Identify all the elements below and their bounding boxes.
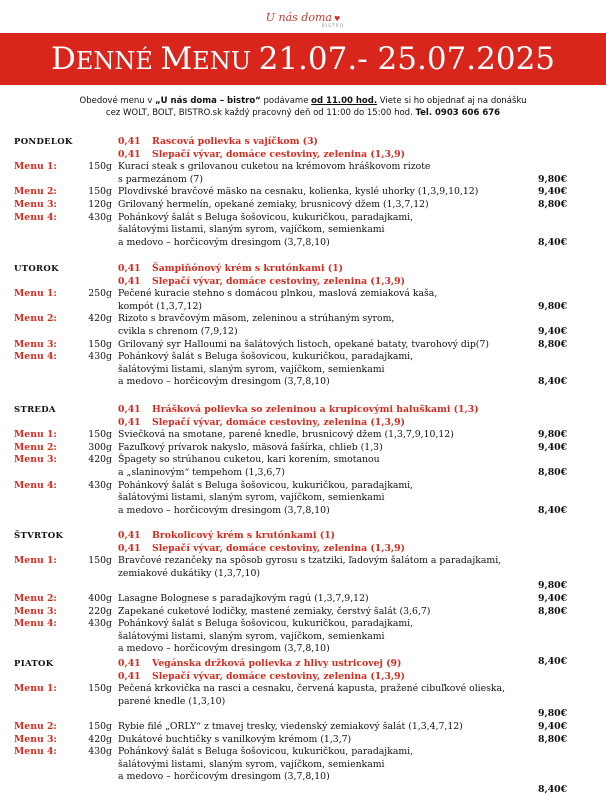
soup-item xyxy=(118,276,405,288)
menu-dates: 21.07.- 25.07.2025 xyxy=(258,41,556,77)
menu-weight: 150g xyxy=(88,721,112,732)
day-name: PIATOK xyxy=(14,659,54,669)
soup-name: Rascová polievka s vajíčkom (3) xyxy=(152,136,318,147)
soup-item xyxy=(118,671,405,683)
menu-label: Menu 1: xyxy=(14,555,57,567)
menu-weight: 300g xyxy=(88,441,112,453)
menu-description: Rybie filé „ORLY“ z tmavej tresky, viedenský zemiakový šalát (1,3,4,7,12) xyxy=(118,721,463,732)
soup-item xyxy=(118,263,343,275)
day-name: UTOROK xyxy=(14,264,59,274)
soup-volume: 0,41 xyxy=(118,275,141,287)
menu-weight: 150g xyxy=(88,161,112,173)
menu-description: cvikla s chrenom (7,9,12) xyxy=(118,326,238,337)
menu-label: Menu 3: xyxy=(14,454,57,466)
day-name: STREDA xyxy=(14,405,56,415)
soup-name: Slepačí vývar, domáce cestoviny, zelenina (1,3,9) xyxy=(152,670,406,682)
page-title-banner: DENNÉ MENU 21.07.- 25.07.2025 xyxy=(0,33,606,85)
menu-description: parené knedle (1,3,10) xyxy=(118,695,226,707)
logo-subtitle: BISTRO xyxy=(321,24,345,29)
menu-description: kompót (1,3,7,12) xyxy=(118,300,202,312)
menu-description: Pohánkový šalát s Beluga šošovicou, kukuričkou, paradajkami, xyxy=(118,618,414,630)
menu-price: 9,40€ xyxy=(538,326,568,337)
menu-description: šalátovými listami, slaným syrom, vajíčkom, semienkami xyxy=(118,492,385,504)
phone-number: Tel. 0903 606 676 xyxy=(415,108,501,118)
menu-price: 8,40€ xyxy=(538,236,568,248)
menu-price: 8,80€ xyxy=(538,199,568,210)
soup-volume: 0,41 xyxy=(118,416,141,428)
menu-description: a medovo – horčicovým dresingom (3,7,8,10) xyxy=(118,376,330,388)
menu-label: Menu 4: xyxy=(14,351,57,363)
menu-label: Menu 1: xyxy=(14,288,57,300)
soup-name: Slepačí vývar, domáce cestoviny, zelenina (1,3,9) xyxy=(152,542,406,554)
menu-description: a medovo – horčicovým dresingom (3,7,8,10) xyxy=(118,504,330,516)
menu-description: a „slaninovým“ tempehom (1,3,6,7) xyxy=(118,467,285,478)
menu-description: Pečená krkovička na rasci a cesnaku, červená kapusta, pražené cibuľkové olieska, xyxy=(118,683,506,695)
menu-description: Plovdivské bravčové mäsko na cesnaku, kolienka, kyslé uhorky (1,3,9,10,12) xyxy=(118,186,479,198)
intro-text: Obedové menu v „U nás doma – bistro“ podávame od 11.00 hod. Viete si ho objednať aj na donášku cez WOLT, BOLT, BISTRO.sk každý pracovný deň od 11:00 do 15:00 hod. Tel. 0903 606 676 xyxy=(79,96,527,118)
menu-weight: 430g xyxy=(88,211,112,223)
soup-item xyxy=(118,658,401,670)
menu-price: 9,40€ xyxy=(538,593,568,604)
menu-price: 8,80€ xyxy=(538,338,568,350)
menu-label: Menu 1: xyxy=(14,683,57,695)
soup-name: Vegánska držková polievka z hlivy ustricovej (9) xyxy=(152,658,402,669)
menu-description: Grilovaný syr Halloumi na šalátových listoch, opekané bataty, tvarohový dip(7) xyxy=(118,338,489,350)
menu-weight: 430g xyxy=(88,479,112,491)
menu-weight: 150g xyxy=(88,429,112,441)
menu-price: 9,40€ xyxy=(538,186,568,198)
soup-volume: 0,41 xyxy=(118,404,141,415)
soup-item xyxy=(118,136,318,148)
menu-price: 8,40€ xyxy=(538,656,568,667)
soup-name: Slepačí vývar, domáce cestoviny, zelenina (1,3,9) xyxy=(152,416,406,428)
soup-item xyxy=(118,404,479,416)
soup-name: Šampiňónový krém s krutónkami (1) xyxy=(152,263,344,274)
menu-description: Bravčové rezančeky na spôsob gyrosu s tzatziki, ľadovým šalátom a paradajkami, xyxy=(118,555,502,567)
menu-price: 9,80€ xyxy=(538,300,568,312)
soup-name: Slepačí vývar, domáce cestoviny, zelenina (1,3,9) xyxy=(152,148,406,160)
menu-description: Rizoto s bravčovým mäsom, zeleninou a strúhaným syrom, xyxy=(118,313,395,325)
menu-label: Menu 2: xyxy=(14,721,57,732)
menu-description: Sviečková na smotane, parené knedle, brusnicový džem (1,3,7,9,10,12) xyxy=(118,429,454,441)
menu-description: Dukátové buchtičky s vanilkovým krémom (1,3,7) xyxy=(118,733,352,745)
menu-label: Menu 2: xyxy=(14,313,57,325)
menu-label: Menu 4: xyxy=(14,211,57,223)
menu-label: Menu 2: xyxy=(14,186,57,198)
menu-weight: 150g xyxy=(88,555,112,567)
menu-price: 8,40€ xyxy=(538,784,568,795)
menu-label: Menu 3: xyxy=(14,338,57,350)
menu-description: Pohánkový šalát s Beluga šošovicou, kukuričkou, paradajkami, xyxy=(118,211,414,223)
soup-item xyxy=(118,417,405,429)
menu-weight: 420g xyxy=(88,733,112,745)
menu-weight: 430g xyxy=(88,618,112,630)
menu-price: 9,40€ xyxy=(538,721,568,732)
menu-description: Lasagne Bolognese s paradajkovým ragú (1,3,7,9,12) xyxy=(118,593,369,604)
soup-item xyxy=(118,530,335,542)
menu-weight: 250g xyxy=(88,288,112,300)
soup-name: Slepačí vývar, domáce cestoviny, zelenina (1,3,9) xyxy=(152,275,406,287)
menu-price: 9,80€ xyxy=(538,173,568,185)
menu-description: a medovo – horčicovým dresingom (3,7,8,10) xyxy=(118,771,330,783)
menu-label: Menu 1: xyxy=(14,161,57,173)
menu-price: 8,80€ xyxy=(538,467,568,478)
menu-description: Zapekané cuketové lodičky, mastené zemiaky, čerstvý šalát (3,6,7) xyxy=(118,605,431,617)
soup-volume: 0,41 xyxy=(118,136,141,147)
menu-description: Fazuľkový prívarok nakyslo, mäsová fašírka, chlieb (1,3) xyxy=(118,441,383,453)
soup-volume: 0,41 xyxy=(118,148,141,160)
menu-description: Pohánkový šalát s Beluga šošovicou, kukuričkou, paradajkami, xyxy=(118,479,414,491)
menu-label: Menu 4: xyxy=(14,618,57,630)
menu-weight: 420g xyxy=(88,313,112,325)
menu-label: Menu 1: xyxy=(14,429,57,441)
menu-description: Grilovaný hermelín, opekané zemiaky, brusnicový džem (1,3,7,12) xyxy=(118,199,429,210)
soup-item xyxy=(118,149,405,161)
menu-weight: 400g xyxy=(88,593,112,604)
soup-volume: 0,41 xyxy=(118,670,141,682)
menu-description: a medovo – horčicovým dresingom (3,7,8,10) xyxy=(118,236,330,248)
soup-volume: 0,41 xyxy=(118,658,141,669)
menu-description: šalátovými listami, slaným syrom, vajíčkom, semienkami xyxy=(118,224,385,236)
menu-description: s parmezánom (7) xyxy=(118,173,203,185)
soup-volume: 0,41 xyxy=(118,530,141,541)
menu-weight: 150g xyxy=(88,683,112,695)
menu-price: 8,40€ xyxy=(538,376,568,388)
soup-volume: 0,41 xyxy=(118,542,141,554)
menu-description: Pečené kuracie stehno s domácou plnkou, maslová zemiaková kaša, xyxy=(118,288,438,300)
menu-weight: 150g xyxy=(88,186,112,198)
menu-description: Kurací steak s grilovanou cuketou na krémovom hráškovom rizote xyxy=(118,161,431,173)
menu-label: Menu 4: xyxy=(14,479,57,491)
day-name: ŠTVRTOK xyxy=(14,531,64,541)
menu-description: zemiakové dukátiky (1,3,7,10) xyxy=(118,567,261,579)
menu-label: Menu 3: xyxy=(14,605,57,617)
soup-name: Hrášková polievka so zeleninou a krupicovými haluškami (1,3) xyxy=(152,404,479,415)
menu-price: 9,80€ xyxy=(538,708,568,720)
menu-weight: 220g xyxy=(88,605,112,617)
menu-price: 9,80€ xyxy=(538,580,568,592)
menu-description: šalátovými listami, slaným syrom, vajíčkom, semienkami xyxy=(118,363,385,375)
menu-label: Menu 2: xyxy=(14,441,57,453)
menu-weight: 150g xyxy=(88,338,112,350)
menu-weight: 120g xyxy=(88,199,112,210)
menu-weight: 430g xyxy=(88,351,112,363)
menu-label: Menu 4: xyxy=(14,746,57,758)
menu-price: 8,80€ xyxy=(538,733,568,745)
menu-label: Menu 3: xyxy=(14,733,57,745)
menu-weight: 420g xyxy=(88,454,112,466)
menu-description: šalátovými listami, slaným syrom, vajíčkom, semienkami xyxy=(118,758,385,770)
logo-name: U nás doma xyxy=(265,11,332,24)
soup-name: Brokolicový krém s krutónkami (1) xyxy=(152,530,336,541)
menu-description: Špagety so strúhanou cuketou, kari korením, smotanou xyxy=(118,454,380,466)
menu-weight: 430g xyxy=(88,746,112,758)
soup-volume: 0,41 xyxy=(118,263,141,274)
menu-label: Menu 3: xyxy=(14,199,57,210)
menu-price: 9,40€ xyxy=(538,441,568,453)
heart-icon: ♥ xyxy=(333,15,341,23)
menu-description: Pohánkový šalát s Beluga šošovicou, kukuričkou, paradajkami, xyxy=(118,746,414,758)
menu-description: Pohánkový šalát s Beluga šošovicou, kukuričkou, paradajkami, xyxy=(118,351,414,363)
menu-label: Menu 2: xyxy=(14,593,57,604)
soup-item xyxy=(118,543,405,555)
day-name: PONDELOK xyxy=(14,137,73,147)
menu-description: šalátovými listami, slaným syrom, vajíčkom, semienkami xyxy=(118,630,385,642)
menu-price: 9,80€ xyxy=(538,429,568,441)
menu-description: a medovo – horčicovým dresingom (3,7,8,10) xyxy=(118,643,330,655)
menu-price: 8,80€ xyxy=(538,605,568,617)
menu-price: 8,40€ xyxy=(538,504,568,516)
bistro-logo xyxy=(0,6,606,29)
